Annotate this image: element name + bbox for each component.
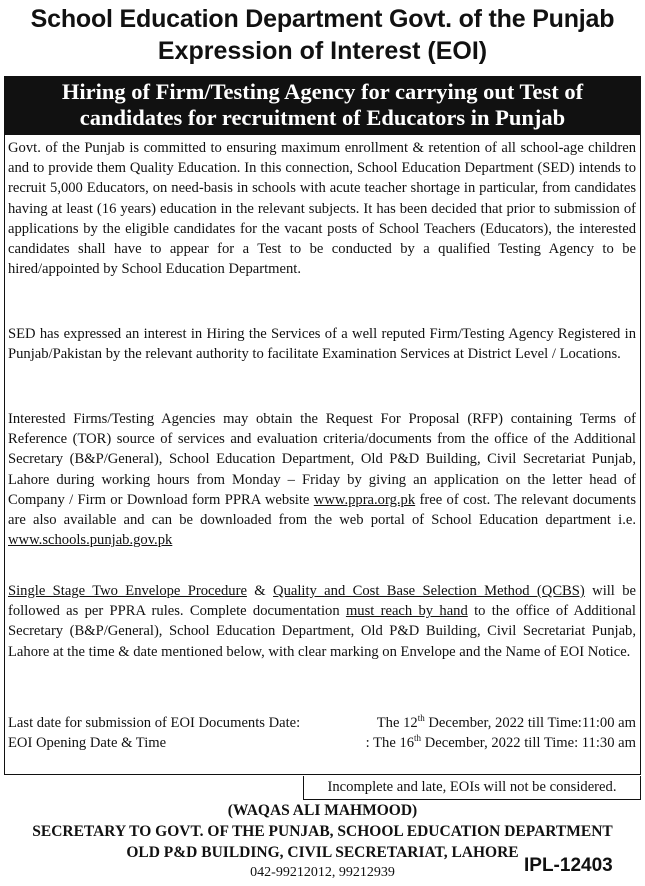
ipl-code: IPL-12403: [524, 855, 613, 876]
submission-value: [377, 713, 636, 733]
signatory-phone: 042-99212012, 99212939: [250, 865, 395, 880]
paragraph-rfp: [8, 409, 636, 550]
opening-rest: December, 2022 till Time: 11:30 am: [421, 735, 636, 751]
opening-label: EOI Opening Date & Time: [8, 735, 167, 751]
procedure-term: Single Stage Two Envelope Procedure: [8, 583, 247, 599]
signatory-title: SECRETARY TO GOVT. OF THE PUNJAB, SCHOOL EDUCATION DEPARTMENT: [32, 823, 613, 840]
procedure-amp: &: [246, 583, 274, 599]
procedure-text-a: will be followed as per PPRA rules. Complete documentation: [8, 583, 636, 620]
title-banner: [4, 76, 641, 135]
submission-label: Last date for submission of EOI Documents Date:: [8, 715, 301, 731]
ppra-link[interactable]: www.ppra.org.pk: [313, 491, 416, 508]
signatory-name: (WAQAS ALI MAHMOOD): [227, 802, 418, 819]
opening-value: [366, 733, 636, 753]
reach-by-hand-term: must reach by hand: [345, 603, 468, 620]
submission-rest: December, 2022 till Time:11:00 am: [424, 715, 636, 731]
paragraph-procedure: [8, 581, 636, 662]
paragraph-intro: Govt. of the Punjab is committed to ensuring maximum enrollment & retention of all school-age children and to provide them Quality Education. In this connection, School Education Department (SED) intends to recruit 5,000 Educators, on need-basis in schools with acute teacher shortage in particular, from candidates having at least (16 years) education in the relevant subjects. It has been decided that prior to submission of applications by the eligible candidates for the vacant posts of School Teachers (Educators), the interested candidates shall have to appear for a Test to be conducted by a qualified Testing Agency to be hired/appointed by School Education Department.: [8, 140, 636, 278]
qcbs-term: Quality and Cost Base Selection Method (QCBS): [273, 583, 585, 599]
eoi-heading: Expression of Interest (EOI): [157, 37, 488, 65]
signatory-address: OLD P&D BUILDING, CIVIL SECRETARIAT, LAHORE: [126, 844, 519, 861]
late-submission-note: Incomplete and late, EOIs will not be considered.: [303, 776, 641, 800]
banner-line-1: Hiring of Firm/Testing Agency for carrying out Test of: [61, 79, 584, 104]
opening-ordinal: th: [414, 733, 422, 744]
procedure-text-b: to the office of Additional Secretary (B&P/General), School Education Department, Old P&D Building, Civil Secretariat Punjab, Lahore at the time & date mentioned below, with clear marking on Envelope and the Name of EOI Notice.: [8, 603, 636, 660]
banner-line-2: candidates for recruitment of Educators in Punjab: [79, 105, 566, 130]
schools-portal-link[interactable]: www.schools.punjab.gov.pk: [8, 532, 173, 549]
rfp-text-a: Interested Firms/Testing Agencies may obtain the Request For Proposal (RFP) containing Terms of Reference (TOR) source of services and evaluation criteria/documents from the office of the Additional Secretary (B&P/General), School Education Department, Old P&D Building, Civil Secretariat Punjab, Lahore during working hours from Monday – Friday by giving an application on the letter head of Company / Firm or Download form PPRA website: [8, 411, 636, 508]
department-heading: School Education Department Govt. of the Punjab: [30, 5, 615, 33]
paragraph-sed-interest: SED has expressed an interest in Hiring the Services of a well reputed Firm/Testing Agency Registered in Punjab/Pakistan by the relevant authority to facilitate Examination Services at District Level / Locations.: [8, 326, 636, 363]
rfp-text-b: free of cost. The relevant documents are also available and can be downloaded from the web portal of School Education department i.e.: [8, 491, 636, 529]
submission-ordinal: th: [417, 713, 425, 724]
opening-day: : The 16: [365, 735, 415, 751]
submission-day: The 12: [376, 715, 418, 731]
